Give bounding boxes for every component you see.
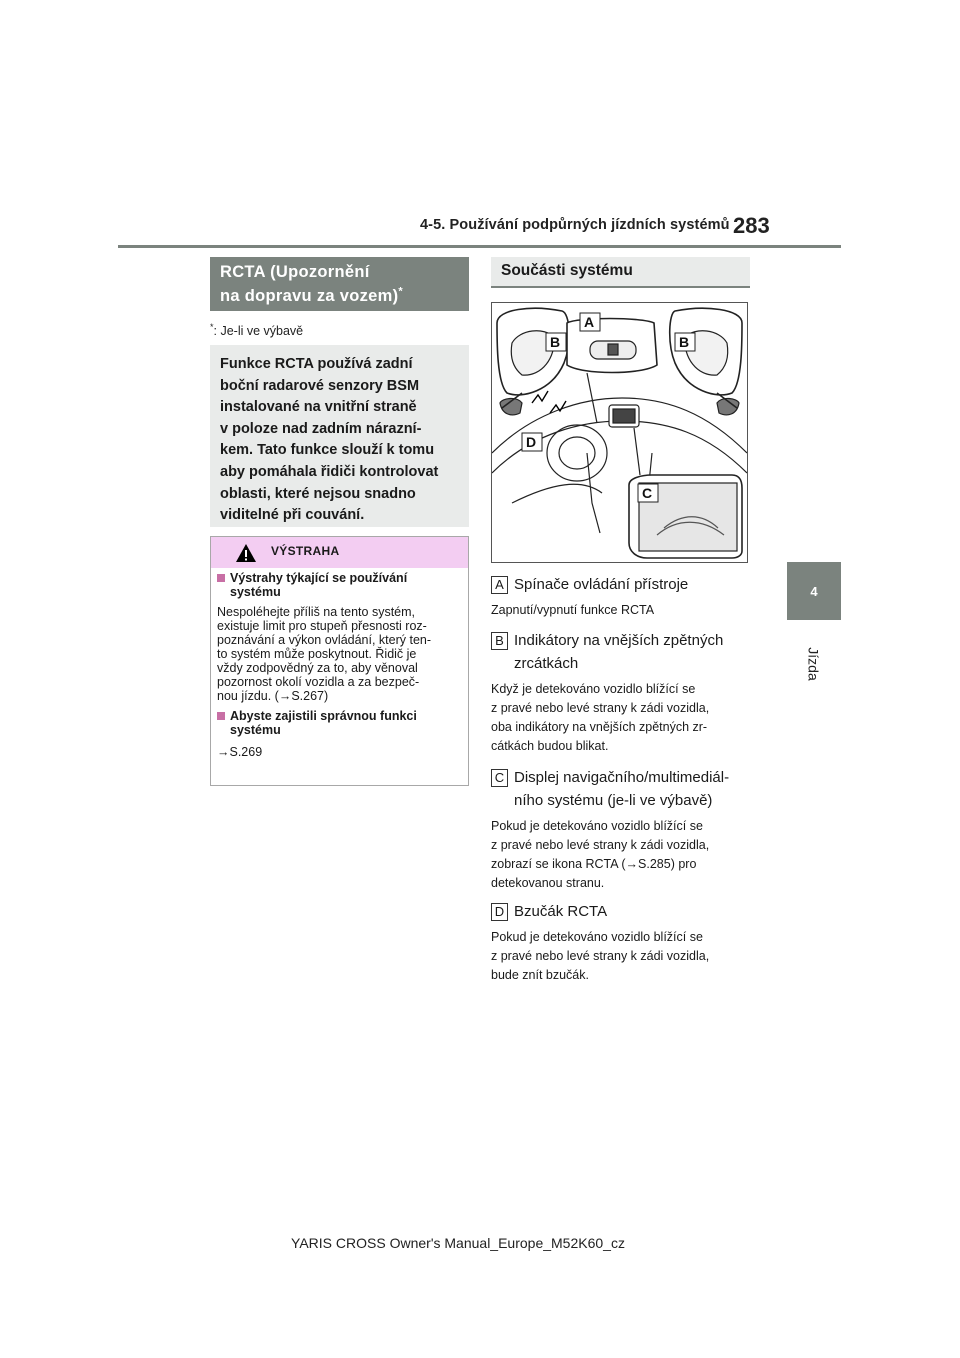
square-bullet-icon bbox=[217, 574, 225, 582]
intro-line: aby pomáhala řidiči kontrolovat bbox=[220, 463, 439, 480]
chapter-tab[interactable]: 4 bbox=[787, 562, 841, 620]
warning-line: Nespoléhejte příliš na tento systém, bbox=[217, 605, 416, 619]
figure-label-b-left: B bbox=[550, 334, 561, 350]
component-title-line: Spínače ovládání přístroje bbox=[514, 576, 689, 593]
warning-line: existuje limit pro stupeň přesnosti roz- bbox=[217, 619, 427, 633]
component-desc-line: oba indikátory na vnějších zpětných zr- bbox=[491, 720, 708, 734]
page-number: 283 bbox=[733, 213, 770, 238]
warning-triangle-icon bbox=[235, 543, 257, 563]
component-description bbox=[491, 601, 751, 620]
intro-line: viditelné při couvání. bbox=[220, 507, 365, 524]
warning-paragraph bbox=[217, 605, 462, 703]
footer-text: YARIS CROSS Owner's Manual_Europe_M52K60_cz bbox=[291, 1235, 625, 1251]
system-figure bbox=[491, 302, 748, 563]
warning-item-line: Výstrahy týkající se používání bbox=[230, 571, 408, 585]
component-desc-line: z pravé nebo levé strany k zádi vozidla, bbox=[491, 701, 710, 715]
warning-line: to systém může poskytnout. Řidič je bbox=[217, 647, 417, 661]
intro-line: Funkce RCTA používá zadní bbox=[220, 356, 413, 372]
component-desc-line: z pravé nebo levé strany k zádi vozidla, bbox=[491, 838, 710, 852]
warning-item bbox=[217, 709, 462, 737]
component-title-line: zrcátkách bbox=[514, 655, 579, 672]
intro-line: kem. Tato funkce slouží k tomu bbox=[220, 442, 435, 459]
component-item-c bbox=[491, 766, 751, 893]
figure-label-d: D bbox=[526, 434, 537, 450]
component-letter-box: D bbox=[491, 903, 508, 921]
figure-label-b-right: B bbox=[679, 334, 690, 350]
dashboard-illustration bbox=[492, 303, 747, 562]
square-bullet-icon bbox=[217, 712, 225, 720]
warning-item bbox=[217, 571, 462, 599]
warning-line: pozornost okolí vozidla a za bezpeč- bbox=[217, 675, 420, 689]
header-divider bbox=[118, 245, 841, 248]
rcta-intro-box bbox=[210, 345, 469, 527]
warning-item-line: systému bbox=[230, 585, 281, 599]
component-letter-box: C bbox=[491, 769, 508, 787]
warning-content bbox=[211, 571, 468, 765]
intro-line: boční radarové senzory BSM bbox=[220, 377, 420, 394]
rcta-title-asterisk: * bbox=[398, 285, 403, 298]
component-description bbox=[491, 928, 751, 985]
component-desc-line: Pokud je detekováno vozidlo blížící se bbox=[491, 819, 703, 833]
component-title-line: Bzučák RCTA bbox=[514, 903, 608, 920]
component-desc-line: Když je detekováno vozidlo blížící se bbox=[491, 682, 696, 696]
warning-item-line: Abyste zajistili správnou funkci bbox=[230, 709, 417, 723]
component-desc-line: detekovanou stranu. bbox=[491, 876, 605, 890]
system-section-title: Součásti systému bbox=[491, 257, 750, 288]
warning-box bbox=[210, 536, 469, 786]
figure-label-c: C bbox=[642, 485, 653, 501]
component-item-d bbox=[491, 900, 751, 985]
rcta-section-title bbox=[210, 257, 469, 311]
component-desc-line: Pokud je detekováno vozidlo blížící se bbox=[491, 930, 703, 944]
warning-line: vždy zodpovědný za to, aby věnoval bbox=[217, 661, 418, 675]
rcta-title-line1: RCTA (Upozornění bbox=[220, 263, 370, 281]
page-footer bbox=[0, 1235, 960, 1251]
component-title-line: Displej navigačního/multimediál- bbox=[514, 769, 730, 786]
section-title: 4-5. Používání podpůrných jízdních systémů bbox=[420, 217, 730, 233]
footnote-asterisk: * bbox=[210, 322, 214, 332]
figure-label-a: A bbox=[584, 314, 595, 330]
warning-item-line: systému bbox=[230, 723, 281, 737]
component-item-b bbox=[491, 629, 751, 756]
chapter-label bbox=[781, 634, 847, 694]
component-title-line: ního systému (je-li ve výbavě) bbox=[514, 792, 713, 809]
intro-line: instalované na vnitřní straně bbox=[220, 399, 417, 416]
component-letter-box: B bbox=[491, 632, 508, 650]
component-description bbox=[491, 817, 751, 893]
component-desc-line: Zapnutí/vypnutí funkce RCTA bbox=[491, 603, 655, 617]
rcta-title-line2: na dopravu za vozem)* bbox=[220, 285, 403, 305]
warning-title: VÝSTRAHA bbox=[271, 544, 340, 558]
intro-line: v poloze nad zadním nárazní- bbox=[220, 420, 422, 437]
warning-line: poznávání a výkon ovládání, který ten- bbox=[217, 633, 432, 647]
warning-reference[interactable]: →S.269 bbox=[217, 745, 263, 759]
component-desc-line: cátkách budou blikat. bbox=[491, 739, 609, 753]
component-desc-line: bude znít bzučák. bbox=[491, 968, 589, 982]
component-item-a bbox=[491, 573, 751, 620]
component-description bbox=[491, 680, 751, 756]
component-desc-line: zobrazí se ikona RCTA (→S.285) pro bbox=[491, 857, 697, 871]
availability-footnote: *: Je-li ve výbavě bbox=[210, 322, 304, 339]
warning-line: nou jízdu. (→S.267) bbox=[217, 689, 329, 703]
chapter-label-text: Jízda bbox=[806, 647, 822, 681]
warning-header bbox=[211, 537, 468, 568]
component-letter-box: A bbox=[491, 576, 508, 594]
component-desc-line: z pravé nebo levé strany k zádi vozidla, bbox=[491, 949, 710, 963]
intro-line: oblasti, které nejsou snadno bbox=[220, 485, 416, 502]
component-title-line: Indikátory na vnějších zpětných bbox=[514, 632, 724, 649]
